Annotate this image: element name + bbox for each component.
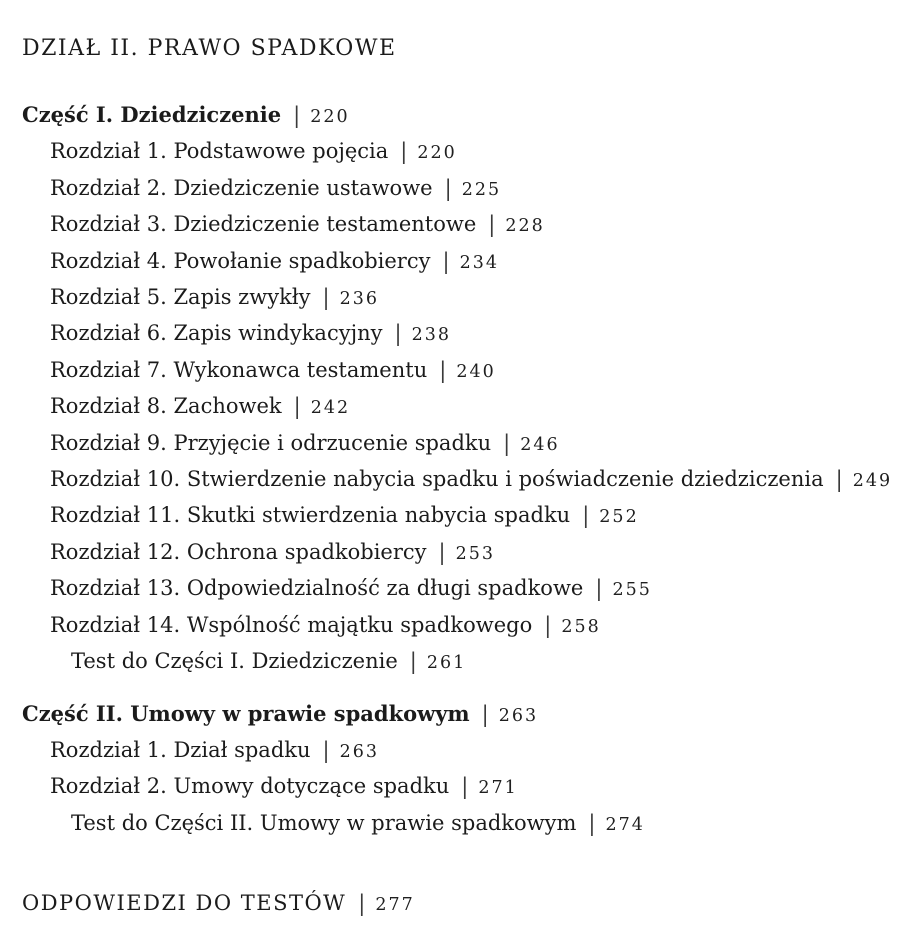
separator-bar: | [438,539,446,565]
toc-entry-label: Rozdział 1. Dział spadku [50,737,311,762]
toc-entry [22,280,891,316]
separator-bar: | [439,357,447,383]
toc-entry-page-number: 236 [339,289,379,310]
toc-answers-row [22,886,891,922]
toc-entry [22,806,891,842]
toc-entry-label: Rozdział 6. Zapis windykacyjny [50,321,383,346]
separator-bar: | [588,810,596,836]
toc-entry [22,733,891,769]
toc-entry-page-number: 253 [455,543,496,564]
toc-entry-page-number: 255 [612,580,652,601]
toc-entry-page-number: 252 [599,507,639,528]
toc-entry-label: Rozdział 4. Powołanie spadkobiercy [50,248,431,273]
toc-list [22,98,891,842]
toc-entry-page-number: 246 [520,434,560,455]
toc-entry-page-number: 258 [561,616,601,637]
toc-entry [22,171,891,207]
toc-entry [22,462,891,498]
separator-bar: | [444,175,452,201]
separator-bar: | [835,466,843,492]
toc-entry-label: Test do Części II. Umowy w prawie spadkowym [71,810,577,835]
toc-entry-label: Rozdział 11. Skutki stwierdzenia nabycia spadku [50,503,571,528]
toc-entry-page-number: 263 [339,741,379,762]
toc-entry-label: Część I. Dziedziczenie [22,102,282,127]
toc-entry-page-number: 234 [459,252,499,273]
separator-bar: | [481,700,489,727]
toc-entry-page-number: 249 [852,471,893,492]
toc-entry-page-number: 225 [461,179,502,200]
page-title: DZIAŁ II. PRAWO SPADKOWE [22,36,397,61]
toc-entry [22,697,891,733]
toc-entry-page-number: 228 [505,216,545,237]
toc-entry [22,571,891,607]
separator-bar: | [544,612,552,638]
toc-entry [22,244,891,280]
toc-entry-label: Rozdział 10. Stwierdzenie nabycia spadku i poświadczenie dziedziczenia [50,467,824,492]
toc-entry-label: Część II. Umowy w prawie spadkowym [22,700,470,726]
toc-entry [22,644,891,680]
separator-bar: | [400,138,408,164]
toc-entry [22,769,891,805]
toc-entry-label: Rozdział 3. Dziedziczenie testamentowe [50,212,477,237]
toc-entry [22,98,891,134]
separator-bar: | [409,648,417,674]
toc-entry-label: Test do Części I. Dziedziczenie [71,649,398,674]
toc-entry-page-number: 238 [411,325,451,346]
toc-entry-page-number: 261 [426,653,467,674]
separator-bar: | [358,890,366,916]
toc-entry-page-number: 220 [417,143,457,164]
toc-entry-label: Rozdział 5. Zapis zwykły [50,285,311,310]
toc-entry [22,207,891,243]
toc-entry-label: Rozdział 7. Wykonawca testamentu [50,357,428,382]
answers-page-number: 277 [375,895,415,916]
toc-entry [22,134,891,170]
separator-bar: | [595,575,603,601]
toc-entry-label: Rozdział 1. Podstawowe pojęcia [50,139,389,164]
toc-entry-label: Rozdział 12. Ochrona spadkobiercy [50,539,427,564]
separator-bar: | [461,773,469,799]
toc-entry [22,426,891,462]
toc-entry [22,316,891,352]
toc-entry-page-number: 274 [605,814,645,835]
toc-entry-page-number: 263 [498,705,539,726]
toc-entry [22,535,891,571]
answers-label: ODPOWIEDZI DO TESTÓW [22,891,347,916]
toc-entry [22,353,891,389]
separator-bar: | [322,737,330,763]
separator-bar: | [488,211,496,237]
toc-entry-page-number: 240 [456,361,496,382]
separator-bar: | [582,502,590,529]
separator-bar: | [293,102,301,128]
toc-entry-page-number: 242 [310,398,351,419]
toc-entry [22,608,891,644]
toc-entry-label: Rozdział 9. Przyjęcie i odrzucenie spadku [50,430,492,455]
toc-entry [22,389,891,425]
separator-bar: | [442,248,450,274]
separator-bar: | [322,284,330,310]
toc-entry-label: Rozdział 8. Zachowek [50,394,282,419]
separator-bar: | [293,393,301,419]
toc-entry-label: Rozdział 13. Odpowiedzialność za długi spadkowe [50,576,584,601]
toc-entry-page-number: 271 [478,778,518,799]
toc-entry-label: Rozdział 2. Dziedziczenie ustawowe [50,175,433,200]
toc-entry-page-number: 220 [310,107,350,127]
separator-bar: | [503,430,511,456]
toc-entry-label: Rozdział 14. Wspólność majątku spadkowego [50,612,533,637]
toc-entry [22,498,891,534]
toc-entry-label: Rozdział 2. Umowy dotyczące spadku [50,774,450,799]
separator-bar: | [394,320,402,347]
